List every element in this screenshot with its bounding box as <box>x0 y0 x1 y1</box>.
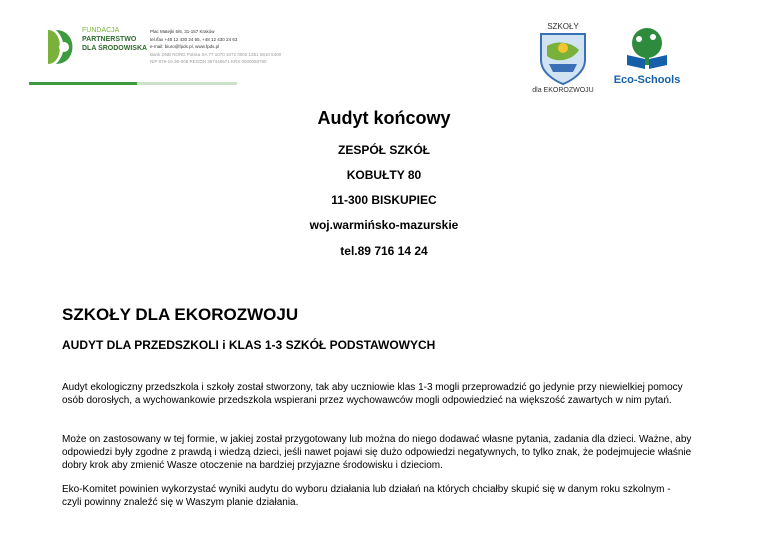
paragraph-2: Może on zastosowany w tej formie, w jakiej został przygotowany lub można do niego dodawać własne pytania, zadania dla dzieci. Ważne, aby odpowiedzi były zgodne z prawdą i wiedzą dzieci, jeśli nawet pojawi się dużo odpowiedzi negatywnych, to tylko znak, że podejmujecie właśnie dobry krok aby zmienić Wasze otoczenie na bardziej przyjazne środowisku i dzieciom. <box>62 434 692 471</box>
fpds-contact: Plac Matejki 5/6, 31-157 Kraków tel./fax +48 12 430 24 65, +48 12 430 24 63 e-mail: biuro@fpds.pl, www.fpds.pl Bank DNB NORD Polska SA 77 1070 1072 0000 1351 6810 5400 NIP 676-10-36-006 REGON 357440671 KRS 0000058780 <box>150 29 282 64</box>
eco-schools-label: Eco-Schools <box>613 74 681 86</box>
document-title: Audyt końcowy <box>317 108 451 128</box>
section-heading: SZKOŁY DLA EKOROZWOJU <box>62 305 299 324</box>
szkoly-logo-top-text: SZKOŁY <box>547 22 579 31</box>
fpds-org-name: FUNDACJA PARTNERSTWO DLA ŚRODOWISKA <box>82 27 148 52</box>
header-divider <box>29 82 137 85</box>
school-name: ZESPÓŁ SZKÓŁ <box>337 143 430 157</box>
page-header <box>0 0 768 100</box>
eco-schools-logo-icon <box>613 25 681 87</box>
school-street: KOBUŁTY 80 <box>346 168 422 182</box>
szkoly-dla-ekorozwoju-logo-icon <box>527 20 599 94</box>
school-postal-city: 11-300 BISKUPIEC <box>331 193 437 207</box>
fpds-leaf-logo-icon <box>44 26 82 68</box>
paragraph-1: Audyt ekologiczny przedszkola i szkoły został stworzony, tak aby uczniowie klas 1-3 mogli przeprowadzić go jedynie przy niewielkiej pomocy osób dorosłych, a wychowankowie przedszkola wspierani przez wychowawców mogli odpowiedzieć na większość zawartych w nim pytań. <box>62 382 683 406</box>
sub-heading: AUDYT DLA PRZEDSZKOLI i KLAS 1-3 SZKÓŁ PODSTAWOWYCH <box>62 338 436 352</box>
school-voivodeship: woj.warmińsko-mazurskie <box>309 218 459 232</box>
header-divider-light <box>137 82 237 85</box>
szkoly-logo-bottom-text: dla EKOROZWOJU <box>532 87 594 94</box>
school-phone: tel.89 716 14 24 <box>340 244 428 258</box>
paragraph-3: Eko-Komitet powinien wykorzystać wyniki audytu do wyboru działania lub działań na których chciałby skupić się w danym roku szkolnym - czyli powinny znaleźć się w Waszym planie działania. <box>62 484 671 508</box>
